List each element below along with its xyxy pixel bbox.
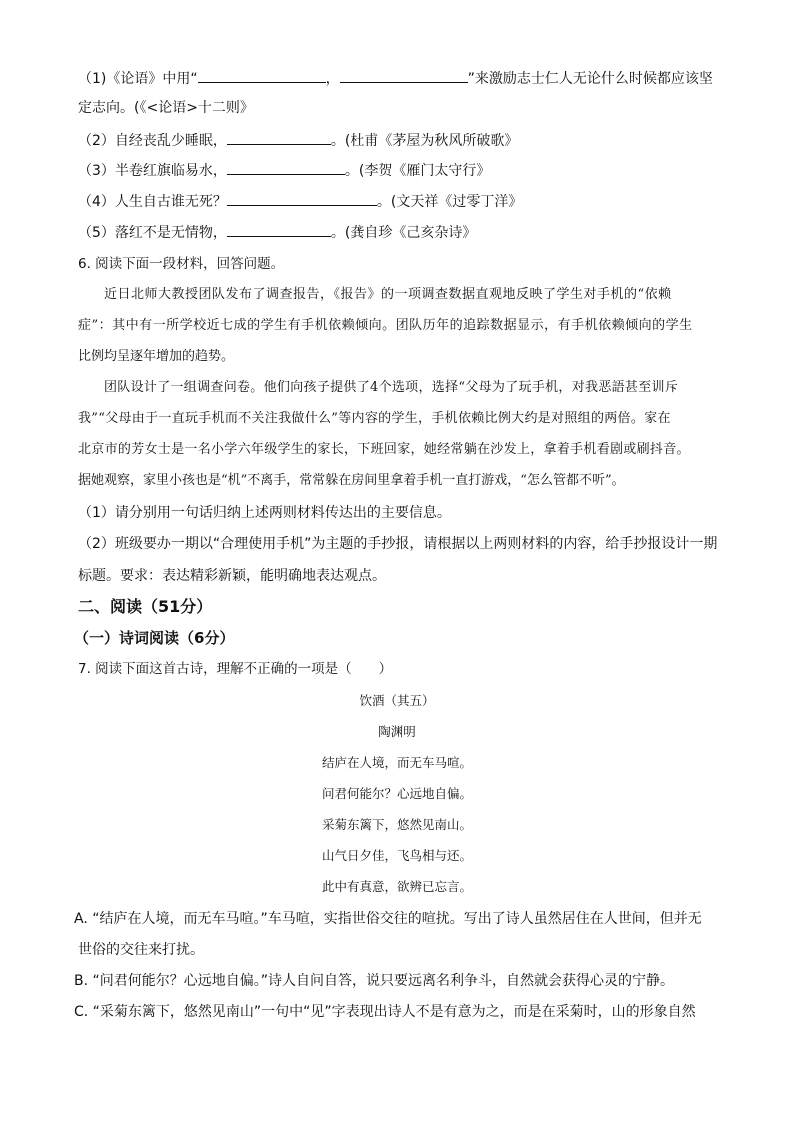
poem-line: 采菊东篱下，悠然见南山。 <box>321 817 472 832</box>
q5-line-2 <box>78 130 728 151</box>
poem-line: 此中有真意，欲辨已忘言。 <box>321 879 472 894</box>
q7-option-a-line-1: A. “结庐在人境，而无车马喧。”车马喧，实指世俗交往的喧扰。写出了诗人虽然居住在人世间，但并无 <box>74 911 702 927</box>
q7-stem: 7. 阅读下面这首古诗，理解不正确的一项是（ ） <box>78 661 393 677</box>
q6-sub-question-1: （1）请分别用一句话归纳上述两则材料传达出的主要信息。 <box>78 505 451 521</box>
q5-line-5-text-b: 。(龚自珍《己亥杂诗》 <box>330 225 477 241</box>
q5-line-4-text-b: 。(文天祥《过零丁洋》 <box>376 194 523 210</box>
answer-blank[interactable] <box>227 191 377 206</box>
q5-line-3 <box>78 160 728 181</box>
q6-sub-question-2-line-1: （2）班级要办一期以“合理使用手机”为主题的手抄报，请根据以上两则材料的内容，给手抄报设计一期 <box>78 536 718 552</box>
section-2-title: 二、阅读（51分） <box>78 597 213 616</box>
answer-blank[interactable] <box>227 160 345 175</box>
poem-author: 陶渊明 <box>378 724 416 739</box>
q5-line-1-text-c: ”来激励志士仁人无论什么时候都应该坚 <box>467 71 713 87</box>
answer-blank[interactable] <box>227 222 331 237</box>
q5-line-4 <box>78 191 728 212</box>
q5-line-1-text-a: （1)《论语》中用“ <box>78 71 198 87</box>
q5-line-2-text-a: （2）自经丧乱少睡眠， <box>78 133 227 149</box>
section-2-sub-title: （一）诗词阅读（6分） <box>74 629 235 647</box>
q5-line-1-cont: 定志向。(《<论语>十二则》 <box>78 100 254 116</box>
q6-passage-1-line-1: 近日北师大教授团队发布了调查报告，《报告》的一项调查数据直观地反映了学生对手机的“依赖 <box>104 287 672 302</box>
q7-option-c: C. “采菊东篱下，悠然见南山”一句中“见”字表现出诗人不是有意为之，而是在采菊时，山的形象自然 <box>74 1004 696 1020</box>
q6-passage-1-line-2: 症”：其中有一所学校近七成的学生有手机依赖倾向。团队历年的追踪数据显示，有手机依赖倾向的学生 <box>78 318 693 333</box>
q6-title: 6. 阅读下面一段材料，回答问题。 <box>78 256 285 272</box>
q7-option-a-line-2: 世俗的交往来打扰。 <box>78 942 204 958</box>
q5-line-1-text-b: ， <box>325 71 340 87</box>
answer-blank[interactable] <box>340 68 468 83</box>
q5-line-5 <box>78 222 728 243</box>
answer-blank[interactable] <box>198 68 326 83</box>
q5-line-4-text-a: （4）人生自古谁无死？ <box>78 194 227 210</box>
q6-passage-2-line-4: 据她观察，家里小孩也是“机”不离手，常常躲在房间里拿着手机一直打游戏，“怎么管都不听”。 <box>78 473 625 488</box>
poem-line: 山气日夕佳，飞鸟相与还。 <box>321 848 472 863</box>
q7-option-b: B. “问君何能尔？心远地自偏。”诗人自问自答，说只要远离名利争斗，自然就会获得心灵的宁静。 <box>74 973 675 989</box>
q6-passage-1-line-3: 比例均呈逐年增加的趋势。 <box>78 349 235 364</box>
poem-line: 问君何能尔？心远地自偏。 <box>321 786 472 801</box>
q6-sub-question-2-line-2: 标题。要求：表达精彩新颖，能明确地表达观点。 <box>78 568 386 584</box>
q5-line-1 <box>78 68 728 89</box>
q5-line-2-text-b: 。(杜甫《茅屋为秋风所破歌》 <box>330 133 519 149</box>
q5-line-3-text-a: （3）半卷红旗临易水， <box>78 163 227 179</box>
poem-line: 结庐在人境，而无车马喧。 <box>321 755 472 770</box>
q5-line-3-text-b: 。(李贺《雁门太守行》 <box>344 163 491 179</box>
answer-blank[interactable] <box>227 130 331 145</box>
q6-passage-2-line-2: 我”“父母由于一直玩手机而不关注我做什么”等内容的学生，手机依赖比例大约是对照组的两倍。家在 <box>78 411 671 426</box>
q6-passage-2-line-1: 团队设计了一组调查问卷。他们向孩子提供了4个选项，选择“父母为了玩手机，对我恶語甚至训斥 <box>104 380 679 395</box>
q6-passage-2-line-3: 北京市的芳女士是一名小学六年级学生的家长，下班回家，她经常躺在沙发上，拿着手机看剧或刷抖音。 <box>78 442 690 457</box>
poem-title: 饮酒（其五） <box>359 693 435 708</box>
q5-line-5-text-a: （5）落红不是无情物， <box>78 225 227 241</box>
